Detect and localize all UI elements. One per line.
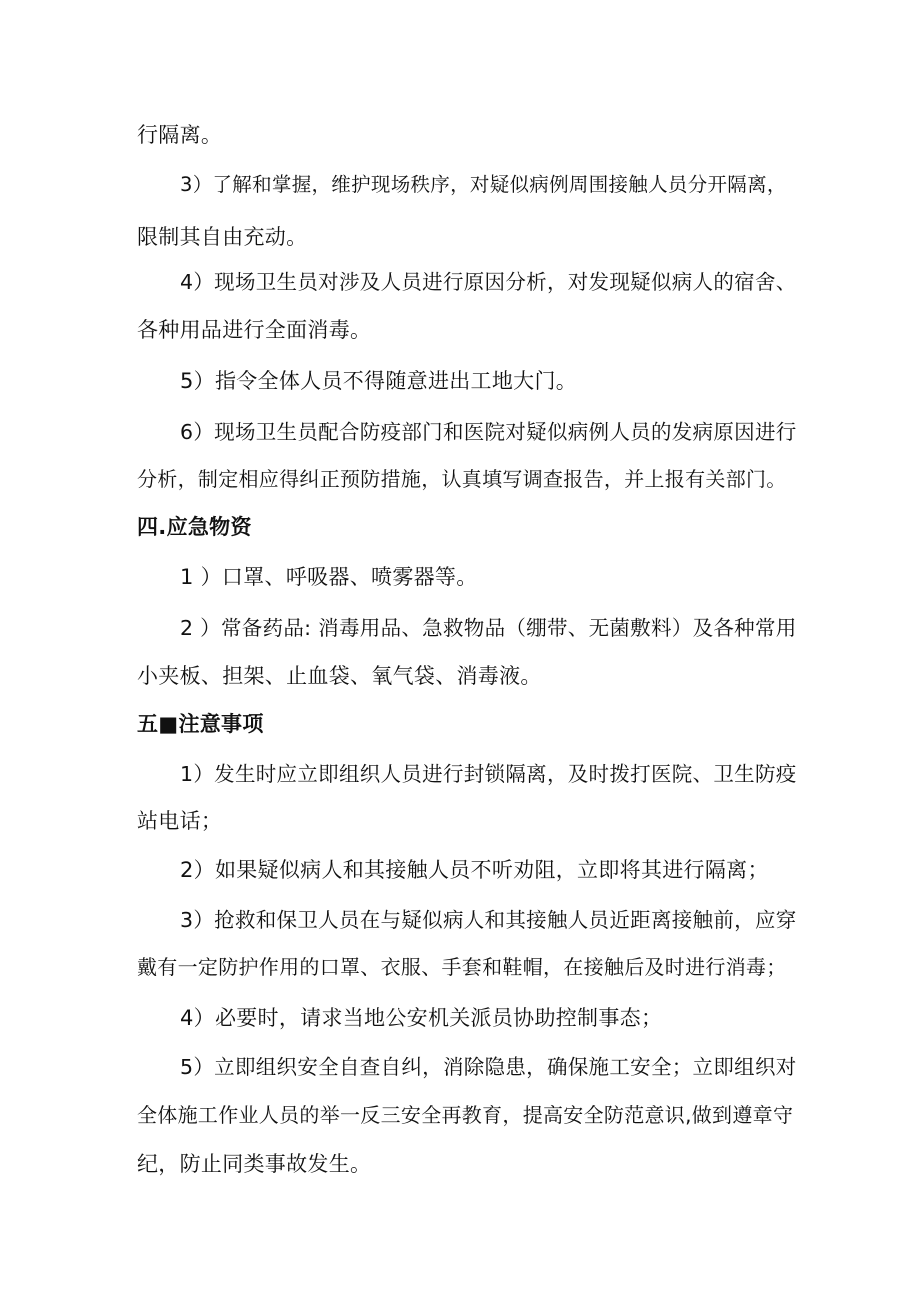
notice-item-5-line-1: 5）立即组织安全自查自纠，消除隐患，确保施工安全；立即组织对	[180, 1055, 797, 1079]
item-6-line-2: 分析，制定相应得纠正预防措施，认真填写调查报告，并上报有关部门。	[137, 467, 787, 491]
item-4-line-1: 4）现场卫生员对涉及人员进行原因分析，对发现疑似病人的宿舍、	[180, 270, 797, 294]
supplies-item-1: 1 ）口罩、呼吸器、喷雾器等。	[180, 565, 478, 589]
supplies-item-2-line-2: 小夹板、担架、止血袋、氧气袋、消毒液。	[137, 664, 542, 688]
item-5-line-1: 5）指令全体人员不得随意进出工地大门。	[180, 369, 578, 393]
continuation-text: 行隔离。	[137, 123, 223, 147]
item-4-line-2: 各种用品进行全面消毒。	[137, 318, 372, 342]
notice-item-3-line-2: 戴有一定防护作用的口罩、衣服、手套和鞋帽，在接触后及时进行消毒；	[137, 955, 787, 979]
section-4-heading: 四.应急物资	[137, 515, 252, 539]
notice-item-3-line-1: 3）抢救和保卫人员在与疑似病人和其接触人员近距离接触前，应穿	[180, 908, 797, 932]
supplies-item-2-line-1: 2 ）常备药品: 消毒用品、急救物品（绷带、无菌敷料）及各种常用	[180, 616, 797, 640]
notice-item-5-line-2: 全体施工作业人员的举一反三安全再教育，提高安全防范意识,做到遵章守	[137, 1103, 794, 1127]
notice-item-5-line-3: 纪，防止同类事故发生。	[137, 1152, 372, 1176]
item-3-line-1: 3）了解和掌握，维护现场秩序，对疑似病例周围接触人员分开隔离，	[180, 173, 787, 196]
notice-item-2-line-1: 2）如果疑似病人和其接触人员不听劝阻，立即将其进行隔离；	[180, 858, 769, 882]
item-6-line-1: 6）现场卫生员配合防疫部门和医院对疑似病例人员的发病原因进行	[180, 420, 797, 444]
section-5-heading: 五■注意事项	[137, 712, 264, 736]
notice-item-1-line-2: 站电话；	[137, 809, 223, 833]
notice-item-1-line-1: 1）发生时应立即组织人员进行封锁隔离，及时拨打医院、卫生防疫	[180, 762, 797, 786]
item-3-line-2: 限制其自由充动。	[137, 225, 308, 249]
notice-item-4-line-1: 4）必要时，请求当地公安机关派员协助控制事态；	[180, 1006, 663, 1030]
